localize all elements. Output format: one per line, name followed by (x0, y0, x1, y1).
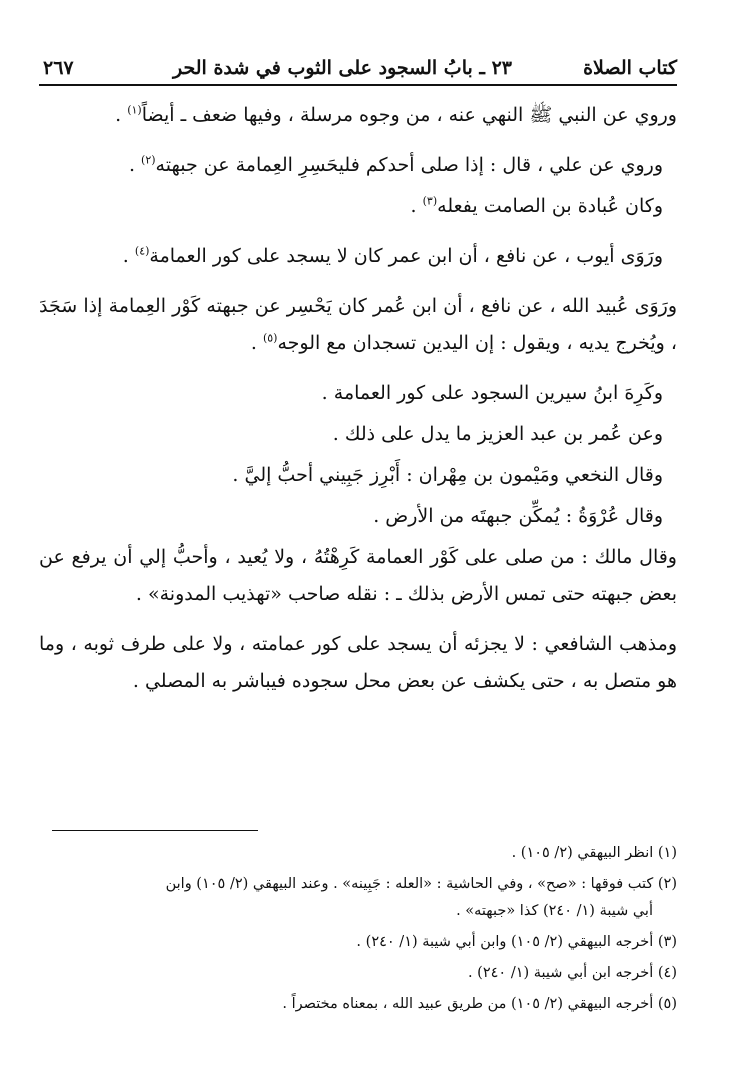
paragraph-1: وروي عن النبي ﷺ النهي عنه ، من وجوه مرسلة ، وفيها ضعف ـ أيضاً$^{(١)}$ . (115, 103, 677, 126)
footnote-ref-3: (٣) (422, 194, 438, 208)
footnote-separator (52, 830, 258, 831)
footnote-ref-5: (٥) (262, 331, 278, 345)
footnote-4: (٤) أخرجه ابن أبي شيبة (١/ ٢٤٠) . (467, 965, 677, 981)
paragraph-7: وعن عُمر بن عبد العزيز ما يدل على ذلك . (332, 423, 663, 445)
paragraph-11: ومذهب الشافعي : لا يجزئه أن يسجد على كور عمامته ، ولا على طرف ثوبه ، وما هو متصل به ، حتى يكشف عن بعض محل سجوده فيباشر به المصلي . (39, 633, 677, 692)
footnote-ref-2: (٢) (141, 153, 156, 167)
footnote-ref-4: (٤) (134, 244, 150, 258)
running-header (39, 54, 677, 86)
page-number: ٢٦٧ (43, 57, 74, 79)
paragraph-5: ورَوَى عُبيد الله ، عن نافع ، أن ابن عُمر كان يَحْسِر عن جبهته كَوْر العِمامة إذا سَجَدَ ، ويُخرج يديه ، ويقول : إن اليدين تسجدان مع الوجه$^{(٥)}$ . (39, 295, 677, 354)
paragraph-4: ورَوَى أيوب ، عن نافع ، أن ابن عمر كان لا يسجد على كور العمامة$^{(٤)}$ . (122, 244, 663, 267)
main-text (39, 97, 677, 713)
paragraph-9: وقال عُرْوَةُ : يُمكِّن جبهتَه من الأرض . (373, 505, 663, 527)
paragraph-2: وروي عن علي ، قال : إذا صلى أحدكم فليحَسِرِ العِمامة عن جبهته$^{(٢)}$ . (128, 153, 663, 176)
chapter-title: ٢٣ ـ بابُ السجود على الثوب في شدة الحر (173, 57, 512, 79)
footnote-3: (٣) أخرجه البيهقي (٢/ ١٠٥) وابن أبي شيبة (١/ ٢٤٠) . (356, 934, 677, 950)
paragraph-10: وقال مالك : من صلى على كَوْر العمامة كَرِهْتُهُ ، ولا يُعيد ، وأحبُّ إلي أن يرفع عن بعض جبهته حتى تمس الأرض بذلك ـ : نقله صاحب «تهذيب المدونة» . (39, 546, 677, 605)
footnotes (37, 840, 677, 1022)
footnote-5: (٥) أخرجه البيهقي (٢/ ١٠٥) من طريق عبيد الله ، بمعناه مختصراً . (282, 996, 677, 1012)
paragraph-3: وكان عُبادة بن الصامت يفعله$^{(٣)}$ . (410, 194, 663, 217)
footnote-2: (٢) كتب فوقها : «صح» ، وفي الحاشية : «العله : جَبِينه» . وعند البيهقي (٢/ ١٠٥) وابن أبي شيبة (١/ ٢٤٠) كذا «جبهته» . (165, 876, 677, 919)
footnote-ref-1: (١) (127, 103, 142, 117)
paragraph-8: وقال النخعي ومَيْمون بن مِهْران : أَبْرِز جَبِيني أحبُّ إليَّ . (232, 464, 663, 486)
book-title: كتاب الصلاة (583, 57, 677, 79)
footnote-1: (١) انظر البيهقي (٢/ ١٠٥) . (511, 845, 677, 861)
paragraph-6: وكَرِهَ ابنُ سيرين السجود على كور العمامة . (321, 382, 663, 404)
